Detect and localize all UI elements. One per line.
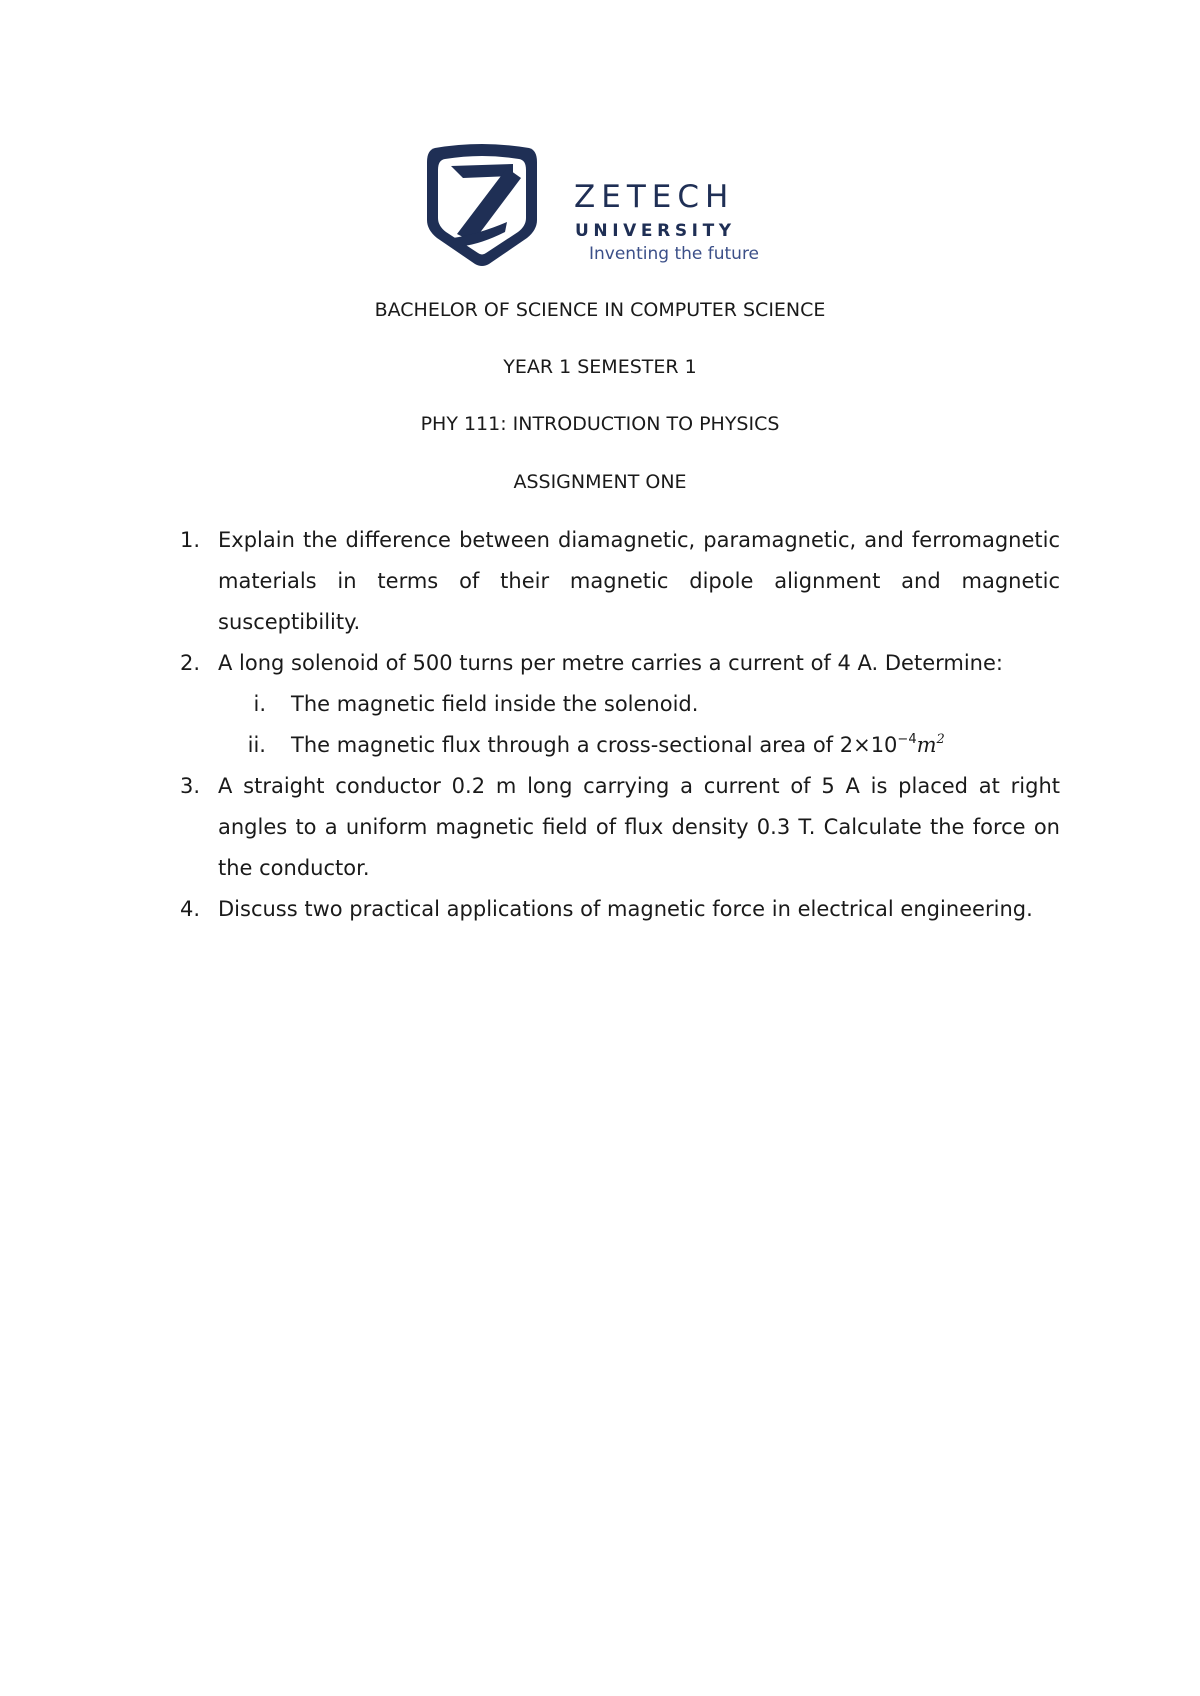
zetech-shield-icon <box>423 142 541 268</box>
year-semester: YEAR 1 SEMESTER 1 <box>503 356 697 378</box>
question-2-part-i <box>180 684 1060 725</box>
question-text: Explain the difference between diamagnetic, paramagnetic, and ferromagnetic materials in terms of their magnetic dipole alignment and magnetic susceptibility. <box>218 528 1060 634</box>
question-2-part-ii <box>180 725 1060 766</box>
sub-question-number: ii. <box>247 733 266 757</box>
program-title: BACHELOR OF SCIENCE IN COMPUTER SCIENCE <box>374 299 826 321</box>
question-list <box>180 520 1060 930</box>
question-number: 4. <box>180 897 201 921</box>
logo-name: ZETECH <box>574 179 735 215</box>
question-text: A straight conductor 0.2 m long carrying a current of 5 A is placed at right angles to a uniform magnetic field of flux density 0.3 T. Calculate the force on the conductor. <box>218 774 1060 880</box>
unit-exponent: 2 <box>936 732 945 747</box>
sub-question-text: The magnetic field inside the solenoid. <box>291 692 699 716</box>
question-4 <box>180 889 1060 930</box>
university-logo <box>423 142 793 272</box>
question-1 <box>180 520 1060 643</box>
assignment-title: ASSIGNMENT ONE <box>513 471 687 493</box>
question-text: A long solenoid of 500 turns per metre carries a current of 4 A. Determine: <box>218 651 1003 675</box>
exponent: −4 <box>897 732 917 747</box>
question-text: Discuss two practical applications of magnetic force in electrical engineering. <box>218 897 1033 921</box>
question-2 <box>180 643 1060 684</box>
question-number: 3. <box>180 774 201 798</box>
question-number: 1. <box>180 528 201 552</box>
sub-question-number: i. <box>253 692 266 716</box>
sub-question-text: The magnetic flux through a cross-sectional area of 2×10 <box>291 733 898 757</box>
unit-symbol: m <box>916 733 937 757</box>
logo-subname: UNIVERSITY <box>575 221 736 241</box>
course-title: PHY 111: INTRODUCTION TO PHYSICS <box>420 413 780 435</box>
question-3 <box>180 766 1060 889</box>
logo-tagline: Inventing the future <box>589 244 760 264</box>
question-number: 2. <box>180 651 201 675</box>
